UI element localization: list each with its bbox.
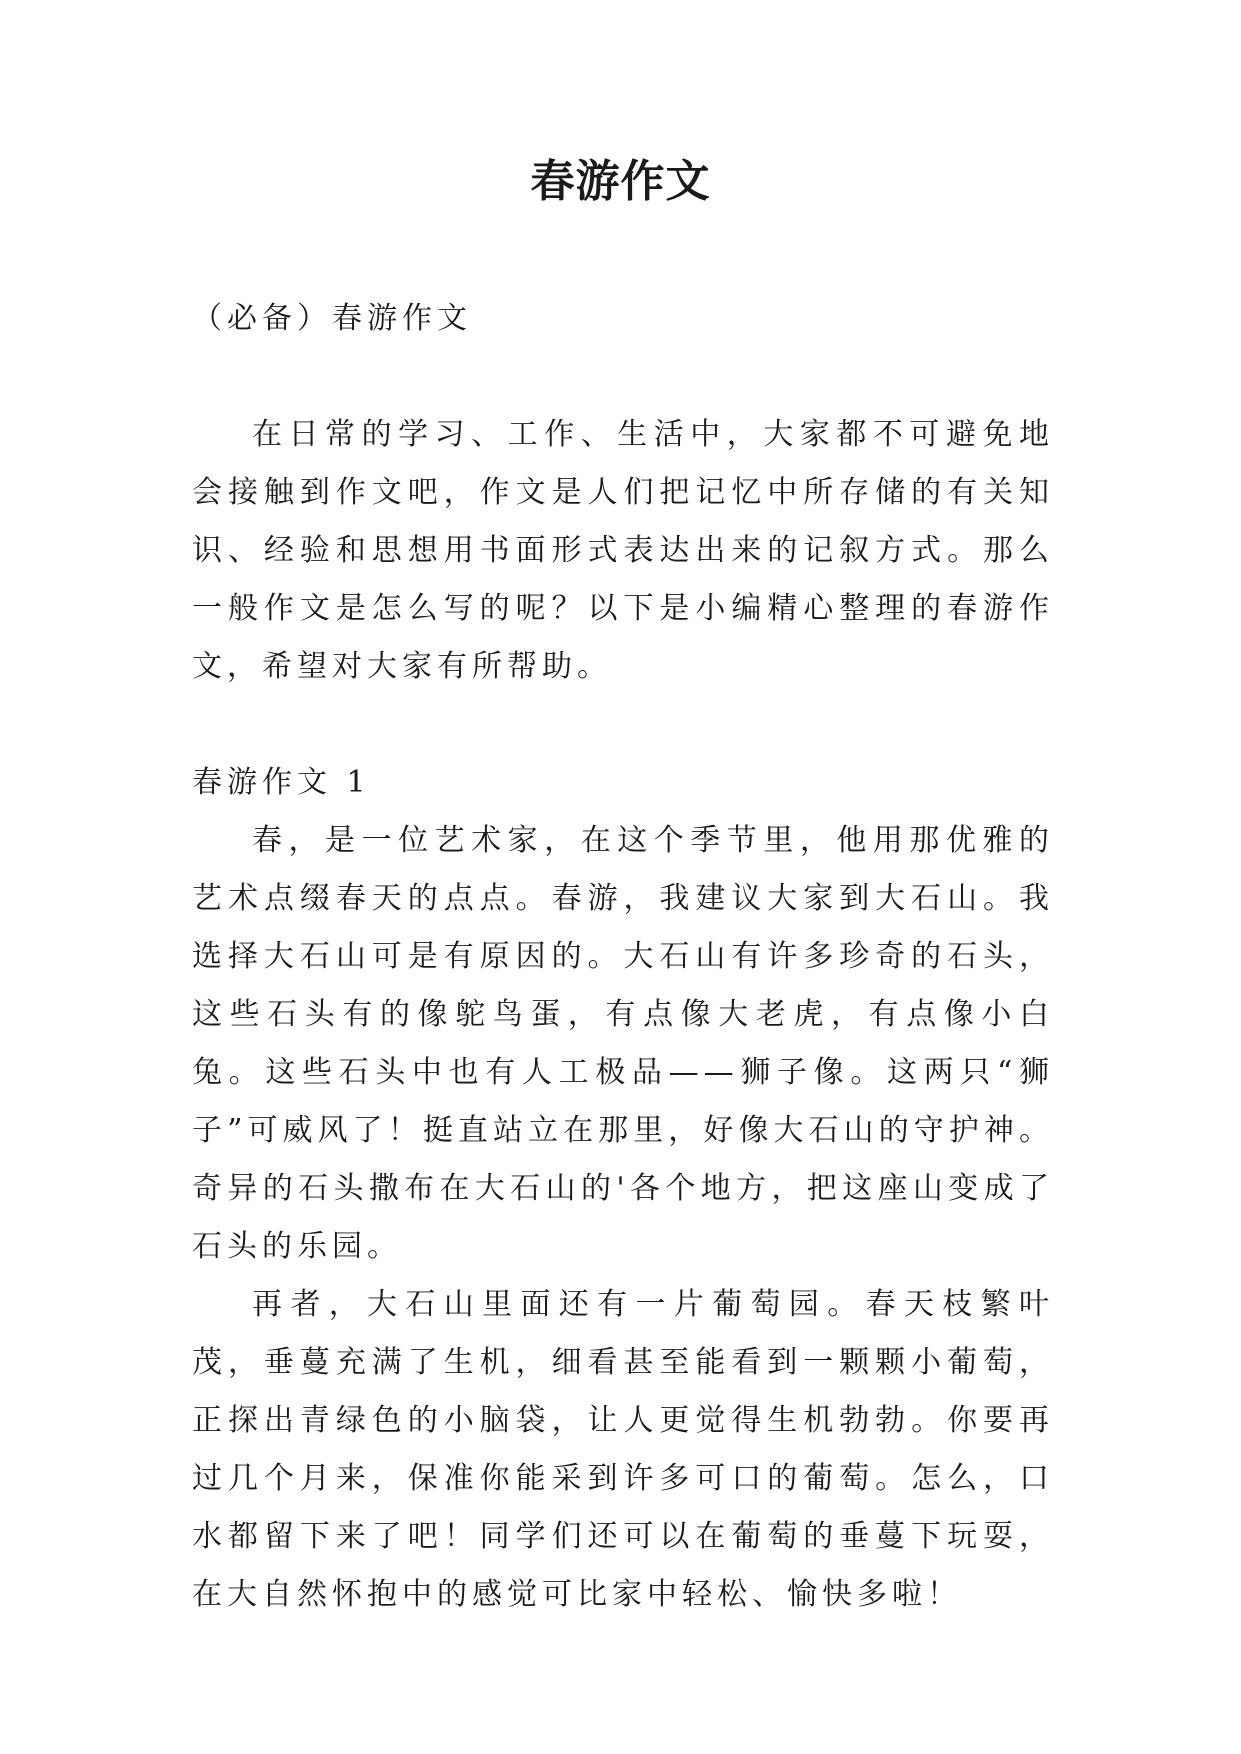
body-paragraph-2: 再者，大石山里面还有一片葡萄园。春天枝繁叶茂，垂蔓充满了生机，细看甚至能看到一颗颗小葡萄，正探出青绿色的小脑袋，让人更觉得生机勃勃。你要再过几个月来，保准你能采到许多可口的葡萄。怎么，口水都留下来了吧！同学们还可以在葡萄的垂蔓下玩耍，在大自然怀抱中的感觉可比家中轻松、愉快多啦！ xyxy=(192,1287,1054,1612)
intro-paragraph: 在日常的学习、工作、生活中，大家都不可避免地会接触到作文吧，作文是人们把记忆中所存储的有关知识、经验和思想用书面形式表达出来的记叙方式。那么一般作文是怎么写的呢？以下是小编精心整理的春游作文，希望对大家有所帮助。 xyxy=(192,417,1054,684)
document-title: 春游作文 xyxy=(530,156,711,207)
body-paragraph-1: 春，是一位艺术家，在这个季节里，他用那优雅的艺术点缀春天的点点。春游，我建议大家到大石山。我选择大石山可是有原因的。大石山有许多珍奇的石头，这些石头有的像鸵鸟蛋，有点像大老虎，有点像小白兔。这些石头中也有人工极品——狮子像。这两只“狮子”可威风了！挺直站立在那里，好像大石山的守护神。奇异的石头撒布在大石山的'各个地方，把这座山变成了石头的乐园。 xyxy=(192,823,1054,1264)
document-subtitle: （必备）春游作文 xyxy=(192,301,472,336)
section-heading: 春游作文 1 xyxy=(192,765,371,800)
document-body xyxy=(192,290,1054,1624)
